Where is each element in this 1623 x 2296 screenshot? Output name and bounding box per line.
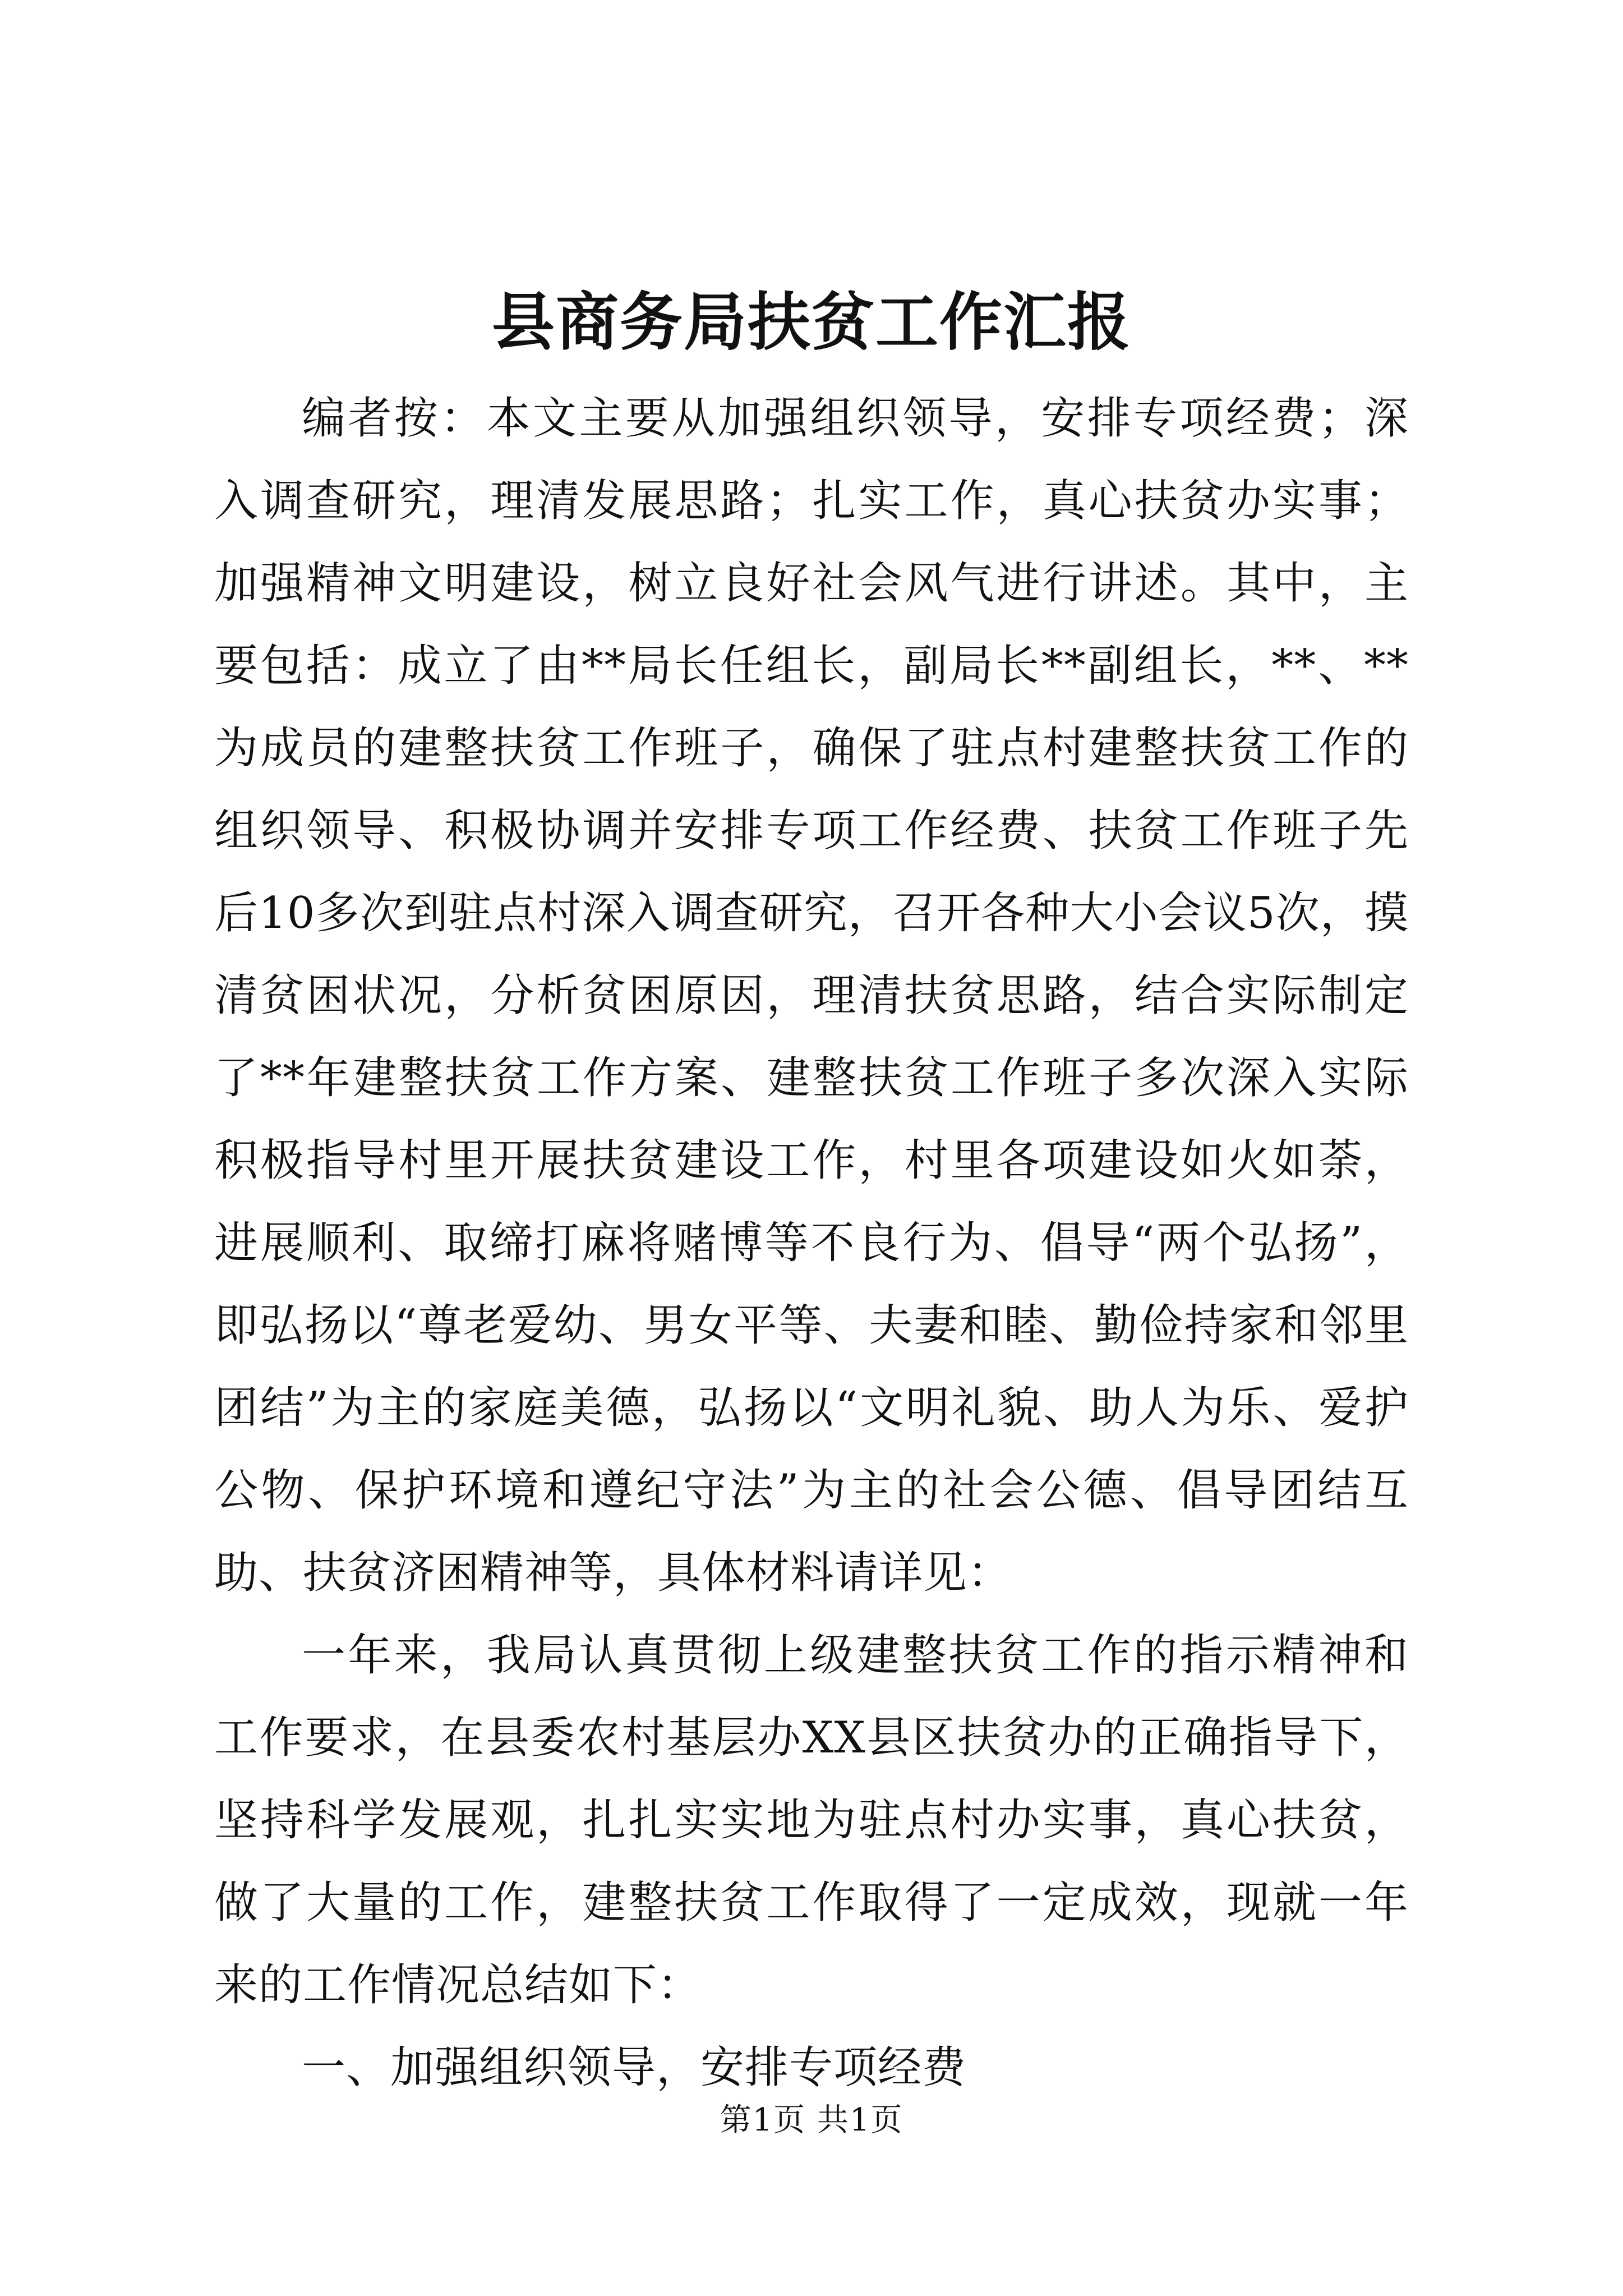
editor-note-paragraph: 编者按：本文主要从加强组织领导，安排专项经费；深入调查研究，理清发展思路；扎实工作，真心扶贫办实事；加强精神文明建设，树立良好社会风气进行讲述。其中，主要包括：成立了由**局长任组长，副局长**副组长，**、**为成员的建整扶贫工作班子，确保了驻点村建整扶贫工作的组织领导、积极协调并安排专项工作经费、扶贫工作班子先后10多次到驻点村深入调查研究，召开各种大小会议5次，摸清贫困状况，分析贫困原因，理清扶贫思路，结合实际制定了**年建整扶贫工作方案、建整扶贫工作班子多次深入实际积极指导村里开展扶贫建设工作，村里各项建设如火如荼，进展顺利、取缔打麻将赌博等不良行为、倡导“两个弘扬”，即弘扬以“尊老爱幼、男女平等、夫妻和睦、勤俭持家和邻里团结”为主的家庭美德，弘扬以“文明礼貌、助人为乐、爱护公物、保护环境和遵纪守法”为主的社会公德、倡导团结互助、扶贫济困精神等，具体材料请详见：	[214, 393, 1409, 1598]
section-heading: 一、加强组织领导，安排专项经费	[302, 2042, 967, 2093]
intro-paragraph: 一年来，我局认真贯彻上级建整扶贫工作的指示精神和工作要求，在县委农村基层办XX县区扶贫办的正确指导下，坚持科学发展观，扎扎实实地为驻点村办实事，真心扶贫，做了大量的工作，建整扶贫工作取得了一定成效，现就一年来的工作情况总结如下：	[214, 1630, 1409, 2010]
page-footer: 第1页 共1页	[720, 2102, 903, 2138]
document-title: 县商务局扶贫工作汇报	[492, 286, 1131, 359]
document-body	[214, 378, 1409, 2109]
